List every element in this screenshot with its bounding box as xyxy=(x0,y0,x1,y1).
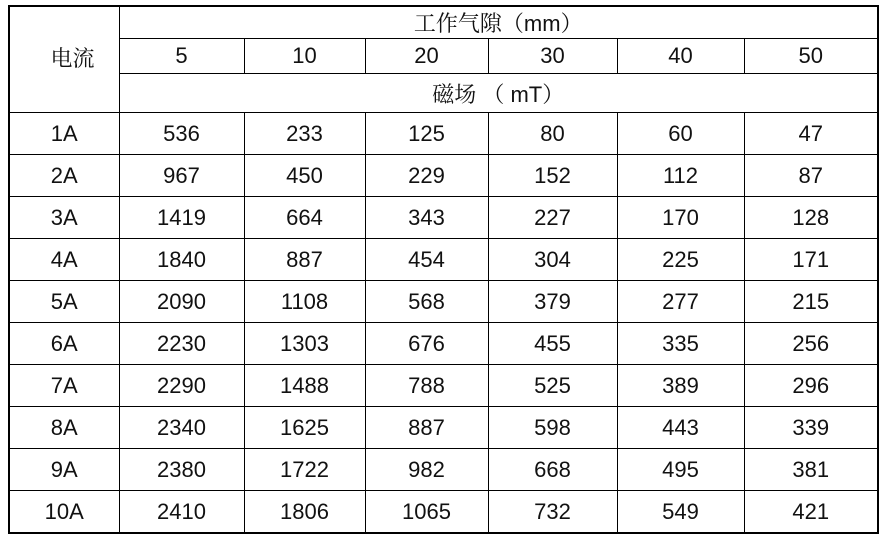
table-row xyxy=(9,323,878,365)
field-value-cell: 60 xyxy=(617,113,744,155)
field-value-cell: 443 xyxy=(617,407,744,449)
field-value-cell: 495 xyxy=(617,449,744,491)
field-value-cell: 335 xyxy=(617,323,744,365)
row-label-current: 5A xyxy=(9,281,119,323)
field-value-cell: 233 xyxy=(244,113,365,155)
field-value-cell: 2340 xyxy=(119,407,244,449)
field-value-cell: 1625 xyxy=(244,407,365,449)
magnetic-field-table xyxy=(8,5,879,534)
table-row xyxy=(9,239,878,281)
field-unit-header-cell: 磁场 （ mT） xyxy=(119,74,878,113)
field-value-cell: 152 xyxy=(488,155,617,197)
field-value-cell: 304 xyxy=(488,239,617,281)
row-label-current: 4A xyxy=(9,239,119,281)
field-value-cell: 1108 xyxy=(244,281,365,323)
table-row xyxy=(9,365,878,407)
field-value-cell: 128 xyxy=(744,197,878,239)
field-value-cell: 1419 xyxy=(119,197,244,239)
field-value-cell: 1303 xyxy=(244,323,365,365)
field-value-cell: 454 xyxy=(365,239,488,281)
gap-column-header: 20 xyxy=(365,39,488,74)
table-row xyxy=(9,491,878,534)
field-value-cell: 598 xyxy=(488,407,617,449)
field-value-cell: 170 xyxy=(617,197,744,239)
field-value-cell: 450 xyxy=(244,155,365,197)
table-row xyxy=(9,449,878,491)
table-row xyxy=(9,407,878,449)
row-label-current: 1A xyxy=(9,113,119,155)
gap-group-header-cell: 工作气隙（mm） xyxy=(119,6,878,39)
field-value-cell: 125 xyxy=(365,113,488,155)
field-value-cell: 664 xyxy=(244,197,365,239)
field-value-cell: 225 xyxy=(617,239,744,281)
field-value-cell: 1840 xyxy=(119,239,244,281)
gap-column-header: 10 xyxy=(244,39,365,74)
field-value-cell: 171 xyxy=(744,239,878,281)
field-value-cell: 256 xyxy=(744,323,878,365)
table-row xyxy=(9,113,878,155)
gap-column-header: 5 xyxy=(119,39,244,74)
header-row-columns xyxy=(9,39,878,74)
field-value-cell: 2230 xyxy=(119,323,244,365)
field-value-cell: 668 xyxy=(488,449,617,491)
field-value-cell: 1488 xyxy=(244,365,365,407)
row-label-current: 3A xyxy=(9,197,119,239)
field-value-cell: 112 xyxy=(617,155,744,197)
field-value-cell: 47 xyxy=(744,113,878,155)
field-value-cell: 2410 xyxy=(119,491,244,534)
field-value-cell: 215 xyxy=(744,281,878,323)
field-value-cell: 549 xyxy=(617,491,744,534)
field-value-cell: 2290 xyxy=(119,365,244,407)
field-value-cell: 277 xyxy=(617,281,744,323)
field-value-cell: 982 xyxy=(365,449,488,491)
field-value-cell: 1806 xyxy=(244,491,365,534)
field-value-cell: 568 xyxy=(365,281,488,323)
current-axis-label: 电流 xyxy=(50,46,95,72)
row-label-current: 7A xyxy=(9,365,119,407)
field-value-cell: 2090 xyxy=(119,281,244,323)
field-value-cell: 525 xyxy=(488,365,617,407)
table-row xyxy=(9,281,878,323)
field-value-cell: 676 xyxy=(365,323,488,365)
field-value-cell: 421 xyxy=(744,491,878,534)
field-value-cell: 732 xyxy=(488,491,617,534)
field-value-cell: 887 xyxy=(244,239,365,281)
field-value-cell: 389 xyxy=(617,365,744,407)
gap-column-header: 30 xyxy=(488,39,617,74)
field-value-cell: 887 xyxy=(365,407,488,449)
field-value-cell: 381 xyxy=(744,449,878,491)
field-value-cell: 229 xyxy=(365,155,488,197)
field-value-cell: 2380 xyxy=(119,449,244,491)
row-label-current: 8A xyxy=(9,407,119,449)
row-label-current: 6A xyxy=(9,323,119,365)
field-value-cell: 455 xyxy=(488,323,617,365)
field-value-cell: 1065 xyxy=(365,491,488,534)
current-axis-header-cell xyxy=(9,6,119,113)
field-value-cell: 788 xyxy=(365,365,488,407)
gap-column-header: 50 xyxy=(744,39,878,74)
row-label-current: 10A xyxy=(9,491,119,534)
row-label-current: 2A xyxy=(9,155,119,197)
field-value-cell: 379 xyxy=(488,281,617,323)
gap-column-header: 40 xyxy=(617,39,744,74)
table-row xyxy=(9,155,878,197)
field-value-cell: 967 xyxy=(119,155,244,197)
header-row-gap xyxy=(9,6,878,39)
field-value-cell: 343 xyxy=(365,197,488,239)
field-value-cell: 1722 xyxy=(244,449,365,491)
row-label-current: 9A xyxy=(9,449,119,491)
field-value-cell: 339 xyxy=(744,407,878,449)
field-value-cell: 227 xyxy=(488,197,617,239)
table-row xyxy=(9,197,878,239)
field-value-cell: 536 xyxy=(119,113,244,155)
field-value-cell: 80 xyxy=(488,113,617,155)
header-row-unit xyxy=(9,74,878,113)
field-value-cell: 296 xyxy=(744,365,878,407)
field-value-cell: 87 xyxy=(744,155,878,197)
